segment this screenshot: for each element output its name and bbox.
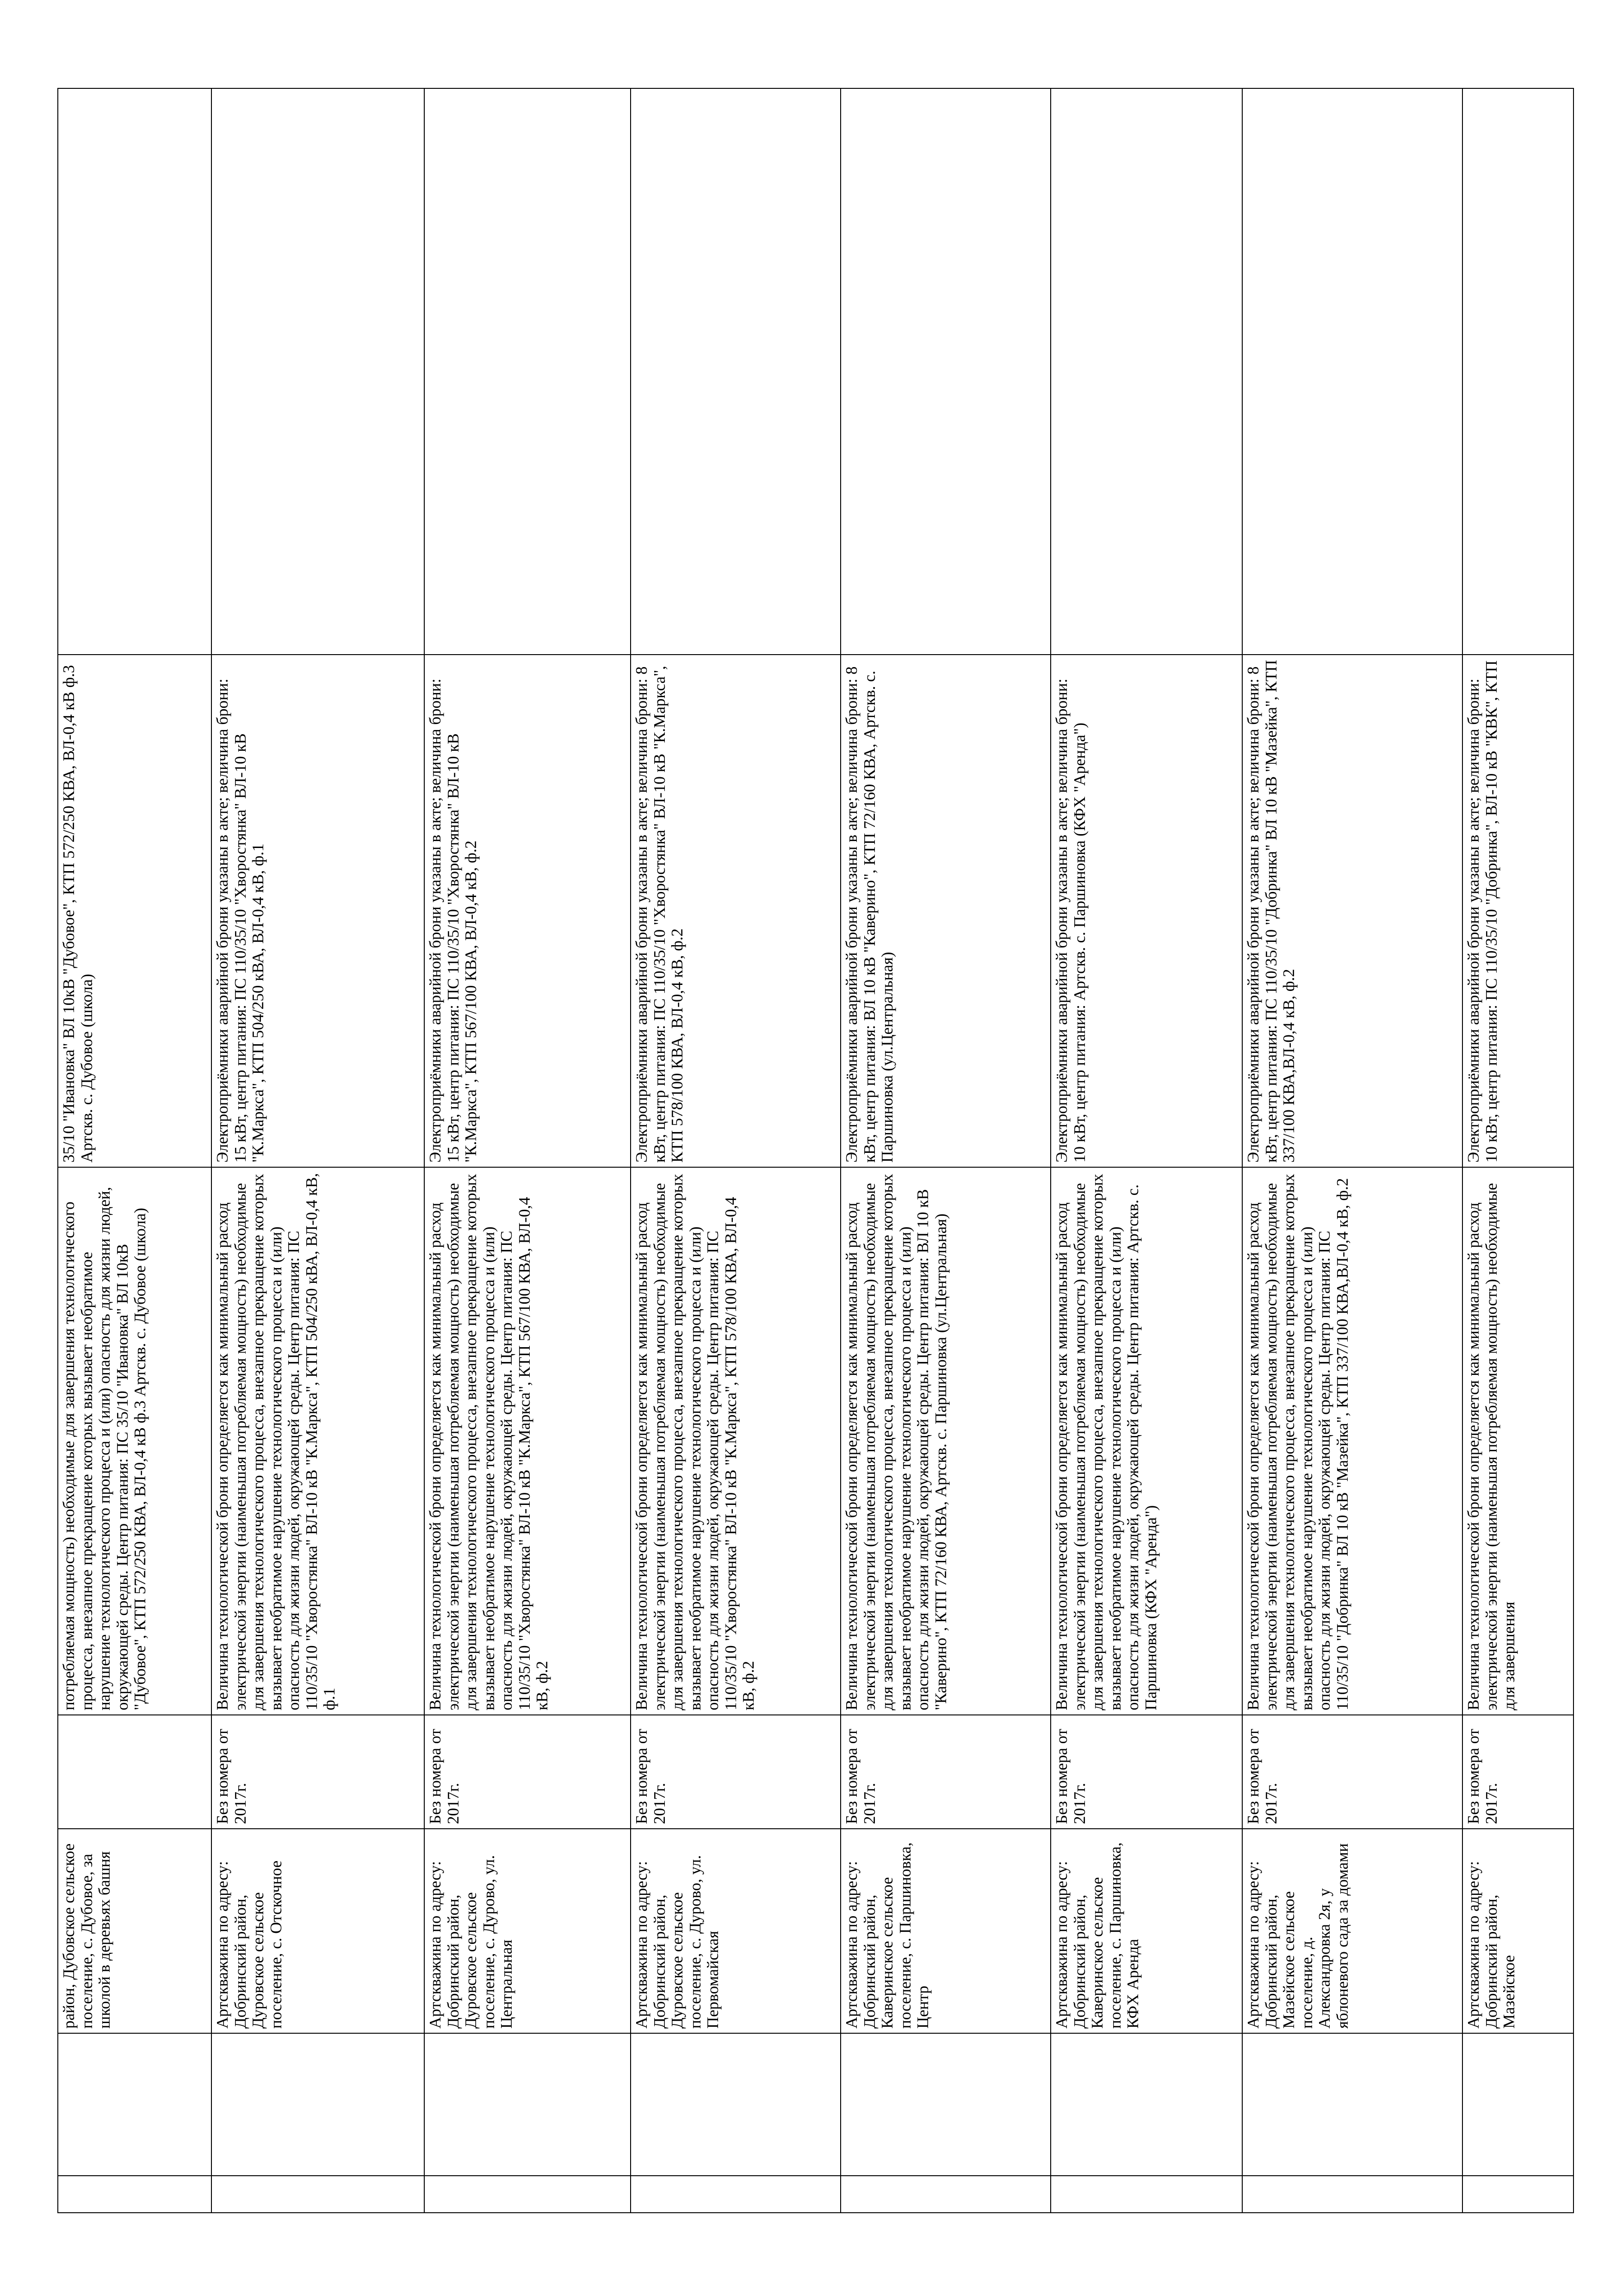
location-text: Артскважина по адресу: Добринский район, Мазейское сельское поселение, д. Александровка 2я, у яблоневого сада за домами <box>1244 1843 1351 2029</box>
document-cell <box>424 1715 631 1829</box>
row-number-cell <box>1242 2176 1462 2213</box>
location-text: район, Дубовское сельское поселение, с. Дубовое, за школой в деревьях башня <box>60 1843 113 2029</box>
extra-cell <box>211 88 424 655</box>
emergency-reserve-text: Электроприёмники аварийной брони указаны в акте; величина брони: 15 кВт, центр питания: ПС 110/35/10 "Хворостянка" ВЛ-10 кВ "К.Маркса", КТП 504/250 кВА, ВЛ-0,4 кВ, ф.1 <box>213 678 267 1163</box>
row-number-cell <box>424 2176 631 2213</box>
emergency-reserve-cell <box>58 655 211 1167</box>
location-cell <box>631 1829 841 2033</box>
location-cell <box>1242 1829 1462 2033</box>
location-text: Артскважина по адресу: Добринский район, Мазейское <box>1464 1861 1518 2029</box>
location-text: Артскважина по адресу: Добринский район, Дуровское сельское поселение, с. Отскочное <box>213 1860 285 2029</box>
emergency-reserve-text: Электроприёмники аварийной брони указаны в акте; величина брони: 15 кВт, центр питания: ПС 110/35/10 "Хворостянка" ВЛ-10 кВ "К.Маркса", КТП 567/100 КВА, ВЛ-0,4 кВ, ф.2 <box>426 678 480 1163</box>
extra-cell <box>58 88 211 655</box>
document-text: Без номера от 2017г. <box>1244 1728 1280 1824</box>
tech-reserve-text: Величина технологической брони определяется как минимальный расход электрической энергии (наименьшая потребляемая мощность) необходимые для завершения технологического процесса, внезапное прекращение которых вызывает необратимое нарушение технологического процесса и (или) опасность для жизни людей, окружающей среды. Центр питания: Артскв. с. Паршиновка (КФХ "Аренда") <box>1053 1174 1160 1710</box>
consumer-cell <box>1051 2033 1242 2176</box>
emergency-reserve-text: Электроприёмники аварийной брони указаны в акте; величина брони: 8 кВт, центр питания: ПС 110/35/10 "Хворостянка" ВЛ-10 кВ "К.Маркса", КТП 578/100 КВА, ВЛ-0,4 кВ, ф.2 <box>632 666 686 1163</box>
emergency-reserve-cell <box>211 655 424 1167</box>
tech-reserve-cell <box>211 1167 424 1715</box>
document-cell <box>631 1715 841 1829</box>
location-text: Артскважина по адресу: Добринский район, Каверинское сельское поселение, с. Паршиновка, КФХ Аренда <box>1053 1842 1142 2029</box>
tech-reserve-cell <box>1051 1167 1242 1715</box>
location-cell <box>211 1829 424 2033</box>
emergency-reserve-text: 35/10 "Ивановка" ВЛ 10кВ "Дубовое", КТП 572/250 КВА, ВЛ-0,4 кВ ф.3 Артскв. с. Дубовое (школа) <box>60 665 96 1163</box>
extra-cell <box>424 88 631 655</box>
row-number-cell <box>211 2176 424 2213</box>
consumer-cell <box>424 2033 631 2176</box>
extra-cell <box>1462 88 1573 655</box>
document-cell <box>1242 1715 1462 1829</box>
document-text: Без номера от 2017г. <box>842 1728 879 1824</box>
document-text: Без номера от 2017г. <box>1464 1728 1500 1824</box>
tech-reserve-text: Величина технологической брони определяется как минимальный расход электрической энергии (наименьшая потребляемая мощность) необходимые для завершения технологического процесса, внезапное прекращение которых вызывает необратимое нарушение технологического процесса и (или) опасность для жизни людей, окружающей среды. Центр питания: ВЛ 10 кВ "Каверино", КТП 72/160 КВА, Артскв. с. Паршиновка (ул.Центральная) <box>842 1174 950 1710</box>
row-number-cell <box>841 2176 1051 2213</box>
extra-cell <box>1242 88 1462 655</box>
location-text: Артскважина по адресу: Добринский район, Каверинское сельское поселение, с. Паршиновка, Центр <box>842 1842 932 2029</box>
document-text: Без номера от 2017г. <box>426 1728 462 1824</box>
power-reservation-table <box>57 88 1574 2213</box>
document-text: Без номера от 2017г. <box>632 1728 669 1824</box>
extra-cell <box>631 88 841 655</box>
document-cell <box>211 1715 424 1829</box>
location-cell <box>1051 1829 1242 2033</box>
emergency-reserve-text: Электроприёмники аварийной брони указаны в акте; величина брони: 8 кВт, центр питания: ПС 110/35/10 "Добринка" ВЛ 10 кВ "Мазейка", КТП 337/100 КВА,ВЛ-0,4 кВ, ф.2 <box>1244 660 1298 1163</box>
consumer-cell <box>1242 2033 1462 2176</box>
row-number-cell <box>1051 2176 1242 2213</box>
emergency-reserve-cell <box>841 655 1051 1167</box>
emergency-reserve-cell <box>1462 655 1573 1167</box>
tech-reserve-text: Величина технологической брони определяется как минимальный расход электрической энергии (наименьшая потребляемая мощность) необходимые для завершения технологического процесса, внезапное прекращение которых вызывает необратимое нарушение технологического процесса и (или) опасность для жизни людей, окружающей среды. Центр питания: ПС 110/35/10 "Хворостянка" ВЛ-10 кВ "К.Маркса", КТП 578/100 КВА, ВЛ-0,4 кВ, ф.2 <box>632 1174 757 1710</box>
emergency-reserve-text: Электроприёмники аварийной брони указаны в акте; величина брони: 8 кВт, центр питания: ВЛ 10 кВ "Каверино", КТП 72/160 КВА, Артскв. с. Паршиновка (ул.Центральная) <box>842 666 896 1163</box>
document-cell <box>841 1715 1051 1829</box>
extra-cell <box>841 88 1051 655</box>
location-cell <box>58 1829 211 2033</box>
tech-reserve-cell <box>841 1167 1051 1715</box>
tech-reserve-text: Величина технологической брони определяется как минимальный расход электрической энергии (наименьшая потребляемая мощность) необходимые для завершения <box>1464 1183 1518 1710</box>
tech-reserve-cell <box>1462 1167 1573 1715</box>
document-text: Без номера от 2017г. <box>213 1728 249 1824</box>
consumer-cell <box>1462 2033 1573 2176</box>
tech-reserve-text: Величина технологической брони определяется как минимальный расход электрической энергии (наименьшая потребляемая мощность) необходимые для завершения технологического процесса, внезапное прекращение которых вызывает необратимое нарушение технологического процесса и (или) опасность для жизни людей, окружающей среды. Центр питания: ПС 110/35/10 "Хворостянка" ВЛ-10 кВ "К.Маркса", КТП 504/250 кВА, ВЛ-0,4 кВ, ф.1 <box>213 1173 338 1710</box>
consumer-cell <box>211 2033 424 2176</box>
emergency-reserve-cell <box>424 655 631 1167</box>
row-number-cell <box>1462 2176 1573 2213</box>
emergency-reserve-text: Электроприёмники аварийной брони указаны в акте; величина брони: 10 кВт, центр питания: Артскв. с. Паршиновка (КФХ "Аренда") <box>1053 678 1089 1163</box>
row-number-cell <box>58 2176 211 2213</box>
document-cell <box>58 1715 211 1829</box>
location-cell <box>1462 1829 1573 2033</box>
emergency-reserve-text: Электроприёмники аварийной брони указаны в акте; величина брони: 10 кВт, центр питания: ПС 110/35/10 "Добринка", ВЛ-10 кВ "КВК", КТП <box>1464 660 1500 1163</box>
location-text: Артскважина по адресу: Добринский район, Дуровское сельское поселение, с. Дурово, ул. Центральная <box>426 1855 515 2029</box>
tech-reserve-text: Величина технологической брони определяется как минимальный расход электрической энергии (наименьшая потребляемая мощность) необходимые для завершения технологического процесса, внезапное прекращение которых вызывает необратимое нарушение технологического процесса и (или) опасность для жизни людей, окружающей среды. Центр питания: ПС 110/35/10 "Добринка" ВЛ 10 кВ "Мазейка", КТП 337/100 КВА,ВЛ-0,4 кВ, ф.2 <box>1244 1174 1351 1710</box>
document-text: Без номера от 2017г. <box>1053 1728 1089 1824</box>
consumer-cell <box>631 2033 841 2176</box>
tech-reserve-cell <box>631 1167 841 1715</box>
tech-reserve-cell <box>424 1167 631 1715</box>
consumer-cell <box>58 2033 211 2176</box>
location-cell <box>424 1829 631 2033</box>
row-number-cell <box>631 2176 841 2213</box>
tech-reserve-text: потребляемая мощность) необходимые для завершения технологического процесса, внезапное прекращение которых вызывает необратимое нарушение технологического процесса и (или) опасность для жизни людей, окружающей среды. Центр питания: ПС 35/10 "Ивановка" ВЛ 10кВ "Дубовое", КТП 572/250 КВА, ВЛ-0,4 кВ ф.3 Артскв. с. Дубовое (школа) <box>60 1187 149 1710</box>
rotated-table-page <box>57 89 1573 2213</box>
emergency-reserve-cell <box>1051 655 1242 1167</box>
document-cell <box>1051 1715 1242 1829</box>
tech-reserve-cell <box>1242 1167 1462 1715</box>
extra-cell <box>1051 88 1242 655</box>
emergency-reserve-cell <box>1242 655 1462 1167</box>
emergency-reserve-cell <box>631 655 841 1167</box>
tech-reserve-cell <box>58 1167 211 1715</box>
location-cell <box>841 1829 1051 2033</box>
tech-reserve-text: Величина технологической брони определяется как минимальный расход электрической энергии (наименьшая потребляемая мощность) необходимые для завершения технологического процесса, внезапное прекращение которых вызывает необратимое нарушение технологического процесса и (или) опасность для жизни людей, окружающей среды. Центр питания: ПС 110/35/10 "Хворостянка" ВЛ-10 кВ "К.Маркса", КТП 567/100 КВА, ВЛ-0,4 кВ, ф.2 <box>426 1174 551 1710</box>
document-cell <box>1462 1715 1573 1829</box>
consumer-cell <box>841 2033 1051 2176</box>
location-text: Артскважина по адресу: Добринский район, Дуровское сельское поселение, с. Дурово, ул. Первомайская <box>632 1855 722 2029</box>
